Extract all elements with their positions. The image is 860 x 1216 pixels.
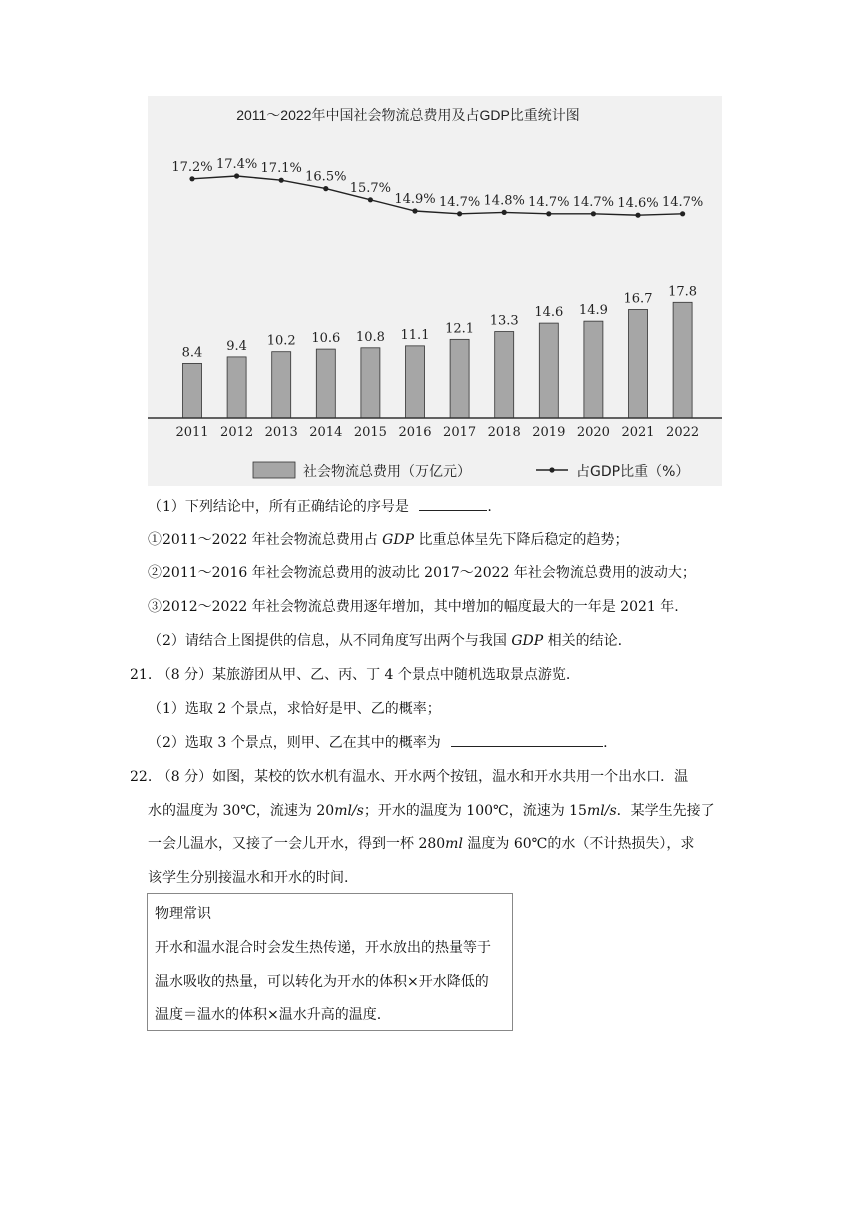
gdp-share-label-2022: 14.7%	[661, 194, 704, 210]
gdp-share-point-2020	[591, 211, 596, 216]
q22-unit-1: ml/s	[334, 803, 364, 819]
gdp-share-point-2019	[546, 211, 551, 216]
option-2-number: ②	[148, 565, 162, 581]
bar-label-2021: 16.7	[623, 291, 653, 307]
q20-part1-end: .	[487, 499, 492, 515]
bar-2013	[272, 352, 291, 418]
bar-label-2016: 11.1	[400, 327, 430, 343]
q20-part2-text-a: （2）请结合上图提供的信息，从不同角度写出两个与我国	[148, 633, 507, 649]
chart-figure	[148, 96, 722, 486]
q21-part1	[148, 699, 441, 719]
x-tick-2014: 2014	[309, 425, 343, 440]
gdp-share-label-2014: 16.5%	[305, 169, 347, 185]
q22-text-2b: ；开水的温度为 100℃，流速为 15	[363, 803, 587, 819]
q21-part2-text: （2）选取 3 个景点，则甲、乙在其中的概率为	[148, 735, 441, 751]
gdp-share-label-2013: 17.1%	[260, 161, 302, 177]
gdp-share-point-2016	[412, 208, 417, 213]
bar-2014	[316, 349, 335, 418]
q20-part2	[148, 631, 622, 651]
legend-bar-label: 社会物流总费用（万亿元）	[303, 464, 471, 480]
note-line-2: 温水吸收的热量，可以转化为开水的体积×开水降低的	[155, 974, 489, 990]
gdp-share-label-2016: 14.9%	[394, 192, 436, 207]
physics-note-box	[147, 893, 513, 1031]
x-tick-2018: 2018	[487, 425, 521, 440]
gdp-share-point-2017	[457, 211, 462, 216]
gdp-share-point-2018	[502, 210, 507, 215]
answer-blank-2[interactable]	[451, 732, 603, 747]
q22-line-2	[148, 801, 715, 821]
bar-2020	[584, 321, 603, 418]
q21-stem-text: （8 分）某旅游团从甲、乙、丙、丁 4 个景点中随机选取景点游览.	[156, 667, 571, 683]
x-tick-2012: 2012	[220, 425, 254, 440]
x-tick-2016: 2016	[398, 425, 432, 440]
q21-part2-end: .	[603, 735, 608, 751]
q22-number: 22.	[130, 769, 153, 785]
gdp-share-point-2014	[323, 186, 328, 191]
note-line-1: 开水和温水混合时会发生热传递，开水放出的热量等于	[155, 940, 491, 956]
q22-line-1	[130, 767, 688, 787]
gdp-share-label-2017: 14.7%	[438, 194, 481, 210]
answer-blank-1[interactable]	[419, 496, 487, 511]
gdp-share-point-2015	[368, 197, 373, 202]
q22-text-3b: 温度为 60℃的水（不计热损失），求	[462, 836, 695, 852]
q20-option-3	[148, 597, 679, 617]
bar-2022	[673, 302, 692, 418]
gdp-share-label-2019: 14.7%	[528, 194, 570, 210]
gdp-share-label-2021: 14.6%	[617, 196, 659, 212]
option-3-text: 2012～2022 年社会物流总费用逐年增加，其中增加的幅度最大的一年是 2021 年.	[162, 599, 679, 615]
q21-number: 21.	[130, 667, 153, 683]
option-1-text-a: 2011～2022 年社会物流总费用占	[162, 532, 378, 548]
gdp-share-point-2013	[279, 178, 284, 183]
bar-label-2012: 9.4	[226, 338, 247, 354]
bar-label-2014: 10.6	[311, 331, 341, 347]
x-tick-2017: 2017	[443, 425, 477, 440]
bar-label-2020: 14.9	[578, 303, 608, 319]
x-tick-2021: 2021	[621, 425, 655, 440]
q22-text-3a: 一会儿温水，又接了一会儿开水，得到一杯 280	[148, 836, 446, 852]
bar-label-2017: 12.1	[445, 321, 475, 337]
gdp-share-label-2018: 14.8%	[483, 193, 525, 209]
x-tick-2015: 2015	[353, 425, 387, 440]
bar-2018	[495, 332, 514, 418]
x-tick-2011: 2011	[175, 425, 209, 440]
q22-line-3	[148, 834, 694, 854]
option-1-gdp: GDP	[382, 532, 414, 548]
q22-unit-3: ml	[445, 836, 463, 852]
q21-part1-text: （1）选取 2 个景点，求恰好是甲、乙的概率；	[148, 701, 441, 717]
bar-label-2015: 10.8	[355, 329, 385, 345]
q20-part2-gdp: GDP	[511, 633, 544, 649]
q22-unit-2: ml/s	[586, 803, 617, 819]
x-tick-2019: 2019	[532, 425, 566, 440]
gdp-share-point-2012	[234, 173, 239, 178]
bar-label-2018: 13.3	[489, 313, 519, 329]
bar-2016	[406, 346, 425, 418]
q21-stem	[130, 665, 570, 685]
gdp-share-label-2011: 17.2%	[171, 159, 213, 175]
note-title: 物理常识	[155, 906, 211, 922]
q20-part2-text-b: 相关的结论.	[547, 633, 623, 649]
q22-text-4: 该学生分别接温水和开水的时间.	[148, 870, 349, 886]
bar-2021	[629, 309, 648, 418]
gdp-share-point-2011	[189, 176, 194, 181]
gdp-share-label-2012: 17.4%	[215, 157, 258, 172]
bar-label-2022: 17.8	[668, 284, 698, 300]
bar-line-chart	[148, 96, 722, 486]
q20-part1-text: （1）下列结论中，所有正确结论的序号是	[148, 499, 409, 515]
note-line-3: 温度＝温水的体积×温水升高的温度.	[155, 1007, 382, 1023]
q22-text-2c: ．某学生先接了	[616, 803, 715, 819]
option-2-text: 2011～2016 年社会物流总费用的波动比 2017～2022 年社会物流总费用的波动大；	[162, 565, 696, 581]
legend-line-marker	[549, 467, 554, 472]
x-tick-2013: 2013	[264, 425, 298, 440]
q20-option-1	[148, 530, 628, 550]
bar-2012	[227, 357, 246, 418]
bar-2015	[361, 348, 380, 418]
x-tick-2020: 2020	[576, 425, 610, 440]
bar-label-2011: 8.4	[181, 345, 203, 361]
chart-title: 2011～2022年中国社会物流总费用及占GDP比重统计图	[236, 107, 580, 123]
legend-line-label: 占GDP比重（%）	[576, 464, 690, 480]
chart-legend	[253, 462, 689, 480]
legend-bar-swatch	[253, 462, 295, 478]
option-3-number: ③	[148, 599, 162, 615]
q20-part1	[148, 496, 492, 517]
q21-part2	[148, 732, 608, 753]
gdp-share-label-2020: 14.7%	[572, 194, 615, 210]
bar-label-2019: 14.6	[534, 305, 564, 321]
x-tick-2022: 2022	[666, 425, 700, 440]
option-1-text-b: 比重总体呈先下降后稳定的趋势；	[418, 532, 629, 548]
bar-2017	[450, 339, 469, 418]
bar-2019	[539, 323, 558, 418]
q22-line-4	[148, 868, 348, 888]
gdp-share-point-2021	[635, 213, 640, 218]
q22-text-2a: 水的温度为 30℃，流速为 20	[148, 803, 335, 819]
option-1-number: ①	[148, 532, 162, 548]
q22-text-1: （8 分）如图，某校的饮水机有温水、开水两个按钮，温水和开水共用一个出水口．温	[156, 769, 689, 785]
bar-label-2013: 10.2	[266, 333, 296, 349]
gdp-share-label-2015: 15.7%	[349, 180, 392, 196]
q20-option-2	[148, 563, 696, 583]
gdp-share-point-2022	[680, 211, 685, 216]
bar-2011	[183, 363, 202, 418]
